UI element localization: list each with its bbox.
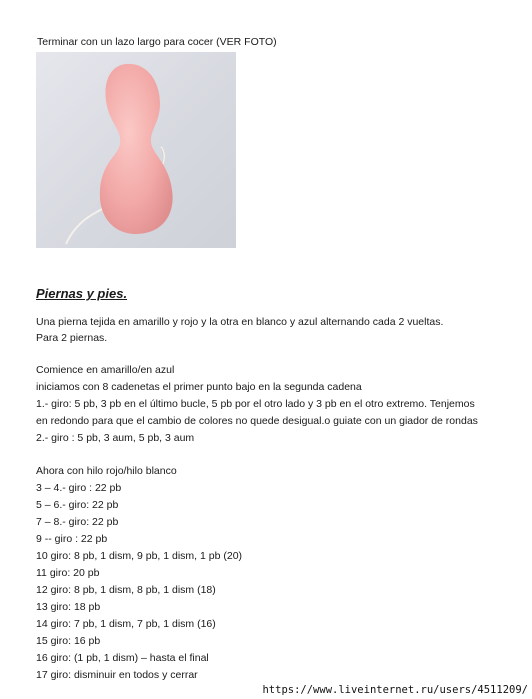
intro-line-1: Una pierna tejida en amarillo y rojo y la otra en blanco y azul alternando cada 2 vueltas.: [36, 316, 444, 328]
watermark-url: https://www.liveinternet.ru/users/4511209/: [262, 684, 528, 696]
start-line-5: 2.- giro : 5 pb, 3 aum, 5 pb, 3 aum: [36, 432, 195, 444]
round-line: 14 giro: 7 pb, 1 dism, 7 pb, 1 dism (16): [36, 618, 216, 630]
start-line-1: Comience en amarillo/en azul: [36, 364, 175, 376]
intro-line-2: Para 2 piernas.: [36, 332, 108, 344]
round-line: 7 – 8.- giro: 22 pb: [36, 516, 119, 528]
start-line-2: iniciamos con 8 cadenetas el primer punto bajo en la segunda cadena: [36, 381, 362, 393]
start-line-3: 1.- giro: 5 pb, 3 pb en el último bucle, 5 pb por el otro lado y 3 pb en el otro extremo. Tenjemos: [36, 398, 475, 410]
start-line-4: en redondo para que el cambio de colores no quede desigual.o guiate con un giador de rondas: [36, 415, 478, 427]
crochet-leg-icon: [36, 52, 236, 248]
round-line: 12 giro: 8 pb, 1 dism, 8 pb, 1 dism (18): [36, 584, 216, 596]
round-line: 17 giro: disminuir en todos y cerrar: [36, 669, 198, 681]
round-line: 10 giro: 8 pb, 1 dism, 9 pb, 1 dism, 1 pb (20): [36, 550, 243, 562]
round-line: 16 giro: (1 pb, 1 dism) – hasta el final: [36, 652, 209, 664]
round-line: Ahora con hilo rojo/hilo blanco: [36, 465, 177, 477]
crochet-leg-photo: [36, 52, 236, 248]
round-line: 9 -- giro : 22 pb: [36, 533, 108, 545]
round-line: 5 – 6.- giro: 22 pb: [36, 499, 119, 511]
photo-caption: Terminar con un lazo largo para cocer (VER FOTO): [37, 36, 277, 48]
round-line: 13 giro: 18 pb: [36, 601, 101, 613]
round-line: 3 – 4.- giro : 22 pb: [36, 482, 122, 494]
round-line: 15 giro: 16 pb: [36, 635, 101, 647]
round-line: 11 giro: 20 pb: [36, 567, 100, 579]
section-title: Piernas y pies.: [36, 286, 128, 301]
